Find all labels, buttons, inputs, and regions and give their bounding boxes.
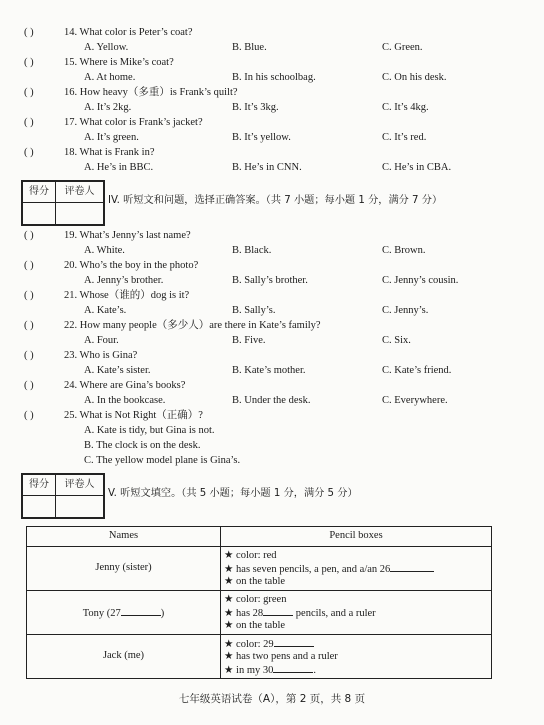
option-a: A. It’s 2kg. (84, 102, 132, 113)
question-23 (0, 351, 544, 365)
option-c: C. On his desk. (382, 72, 447, 83)
name-text: Tony ( (82, 607, 111, 619)
option-c: C. Six. (382, 335, 411, 346)
option-a: A. Yellow. (84, 42, 129, 53)
option-b: B. It’s yellow. (232, 132, 291, 143)
option-c: C. The yellow model plane is Gina’s. (84, 455, 241, 466)
box-line (221, 549, 491, 562)
line-text: ★ has seven pencils, a pen, and a/an (224, 564, 380, 575)
fill-blank-29[interactable] (274, 637, 314, 647)
option-a: A. Kate’s sister. (84, 365, 151, 376)
option-a: A. In the bookcase. (84, 395, 166, 406)
section-5-title: V. 听短文填空。（共 5 小题；每小题 1 分，满分 5 分） (108, 488, 358, 499)
option-c: C. Everywhere. (382, 395, 448, 406)
question-15 (0, 58, 544, 72)
name-cell (27, 547, 221, 591)
question-14-options (0, 43, 544, 57)
answer-blank[interactable]: ( ) (24, 260, 34, 271)
answer-blank[interactable]: ( ) (24, 380, 34, 391)
blank-number: 26 (379, 564, 391, 575)
header-pencil-boxes: Pencil boxes (221, 527, 492, 547)
option-a: A. Four. (84, 335, 119, 346)
answer-blank[interactable]: ( ) (24, 410, 34, 421)
option-a: A. He’s in BBC. (84, 162, 154, 173)
table-header-row (27, 527, 492, 547)
header-names: Names (27, 527, 221, 547)
question-22-options (0, 336, 544, 350)
grader-label: 评卷人 (55, 474, 104, 496)
blank-number: 30 (262, 665, 274, 676)
option-a: A. Jenny’s brother. (84, 275, 164, 286)
score-input[interactable] (22, 202, 56, 225)
option-c: C. It’s 4kg. (382, 102, 429, 113)
question-text: 25. What is Not Right（正确）? (64, 410, 203, 421)
fill-blank-27[interactable] (121, 606, 161, 616)
line-text: ★ in my (224, 665, 263, 676)
option-c: C. It’s red. (382, 132, 427, 143)
option-c: C. He’s in CBA. (382, 162, 452, 173)
box-line (221, 619, 491, 632)
table-row (27, 635, 492, 679)
pencil-boxes-table (26, 526, 492, 679)
option-b: B. Blue. (232, 42, 267, 53)
answer-blank[interactable]: ( ) (24, 350, 34, 361)
question-17 (0, 118, 544, 132)
boxes-cell (221, 547, 492, 591)
name-text: Jack (me) (102, 650, 145, 662)
line-text: ★ color: red (224, 550, 277, 561)
line-text: ★ has (224, 608, 253, 619)
line-text: ★ color: (224, 639, 264, 650)
question-25 (0, 411, 544, 425)
question-text: 20. Who’s the boy in the photo? (64, 260, 199, 271)
page-footer: 七年级英语试卷（A），第 2 页，共 8 页 (178, 693, 366, 705)
question-18-options (0, 163, 544, 177)
question-24 (0, 381, 544, 395)
line-text: ★ on the table (224, 576, 286, 587)
score-input[interactable] (22, 495, 56, 518)
answer-blank[interactable]: ( ) (24, 117, 34, 128)
option-b: B. Five. (232, 335, 266, 346)
option-b: B. Under the desk. (232, 395, 311, 406)
option-c: C. Green. (382, 42, 423, 53)
question-text: 17. What color is Frank’s jacket? (64, 117, 203, 128)
question-text: 24. Where are Gina’s books? (64, 380, 186, 391)
option-b: B. Sally’s. (232, 305, 276, 316)
score-label: 得分 (22, 181, 56, 203)
option-b: B. Kate’s mother. (232, 365, 306, 376)
question-text: 21. Whose（谁的）dog is it? (64, 290, 190, 301)
option-a: A. Kate is tidy, but Gina is not. (84, 425, 215, 436)
grader-input[interactable] (55, 202, 104, 225)
option-a: A. White. (84, 245, 125, 256)
table-row (27, 591, 492, 635)
boxes-cell (221, 591, 492, 635)
blank-number: 28 (252, 608, 264, 619)
question-20-options (0, 276, 544, 290)
question-23-options (0, 366, 544, 380)
question-text: 23. Who is Gina? (64, 350, 138, 361)
answer-blank[interactable]: ( ) (24, 230, 34, 241)
question-21 (0, 291, 544, 305)
question-14 (0, 28, 544, 42)
question-16 (0, 88, 544, 102)
name-text: Jenny (sister) (95, 562, 152, 574)
answer-blank[interactable]: ( ) (24, 290, 34, 301)
score-label: 得分 (22, 474, 56, 496)
option-a: A. Kate’s. (84, 305, 127, 316)
question-text: 14. What color is Peter’s coat? (64, 27, 193, 38)
option-b: B. The clock is on the desk. (84, 440, 201, 451)
option-b: B. Sally’s brother. (232, 275, 308, 286)
option-b: B. It’s 3kg. (232, 102, 279, 113)
answer-blank[interactable]: ( ) (24, 57, 34, 68)
fill-blank-26[interactable] (390, 562, 434, 572)
section-4-title: IV. 听短文和问题，选择正确答案。（共 7 小题；每小题 1 分，满分 7 分） (108, 195, 443, 206)
question-text: 16. How heavy（多重）is Frank’s quilt? (64, 87, 238, 98)
box-line (221, 637, 491, 650)
question-18 (0, 148, 544, 162)
box-line (221, 650, 491, 663)
question-17-options (0, 133, 544, 147)
question-text: 19. What’s Jenny’s last name? (64, 230, 191, 241)
fill-blank-28[interactable] (263, 606, 293, 616)
answer-blank[interactable]: ( ) (24, 320, 34, 331)
answer-blank[interactable]: ( ) (24, 147, 34, 158)
question-19 (0, 231, 544, 245)
blank-number: 27 (110, 607, 121, 619)
table-row (27, 547, 492, 591)
line-text: . (313, 665, 316, 676)
name-cell (27, 635, 221, 679)
grader-label: 评卷人 (55, 181, 104, 203)
question-20 (0, 261, 544, 275)
box-line (221, 575, 491, 588)
question-24-options (0, 396, 544, 410)
box-line (221, 663, 491, 676)
question-15-options (0, 73, 544, 87)
option-b: B. In his schoolbag. (232, 72, 316, 83)
score-box-section-5 (21, 473, 105, 519)
option-c: C. Jenny’s cousin. (382, 275, 459, 286)
blank-number: 29 (263, 639, 274, 650)
option-c: C. Kate’s friend. (382, 365, 452, 376)
answer-blank[interactable]: ( ) (24, 87, 34, 98)
line-text: ★ on the table (224, 620, 286, 631)
question-19-options (0, 246, 544, 260)
question-text: 15. Where is Mike’s coat? (64, 57, 174, 68)
line-text: ★ has two pens and a ruler (224, 651, 338, 662)
grader-input[interactable] (55, 495, 104, 518)
line-text: ★ color: green (224, 594, 287, 605)
name-cell (27, 591, 221, 635)
box-line (221, 606, 491, 619)
option-c: C. Jenny’s. (382, 305, 429, 316)
boxes-cell (221, 635, 492, 679)
box-line (221, 562, 491, 575)
question-16-options (0, 103, 544, 117)
option-b: B. He’s in CNN. (232, 162, 302, 173)
box-line (221, 593, 491, 606)
question-text: 22. How many people（多少人）are there in Kate’s family? (64, 320, 321, 331)
line-text: pencils, and a ruler (293, 608, 376, 619)
question-22 (0, 321, 544, 335)
answer-blank[interactable]: ( ) (24, 27, 34, 38)
score-box-section-4 (21, 180, 105, 226)
question-21-options (0, 306, 544, 320)
name-text: ) (160, 607, 165, 619)
option-a: A. At home. (84, 72, 136, 83)
question-text: 18. What is Frank in? (64, 147, 155, 158)
option-b: B. Black. (232, 245, 272, 256)
option-a: A. It’s green. (84, 132, 139, 143)
fill-blank-30[interactable] (273, 663, 313, 673)
option-c: C. Brown. (382, 245, 426, 256)
